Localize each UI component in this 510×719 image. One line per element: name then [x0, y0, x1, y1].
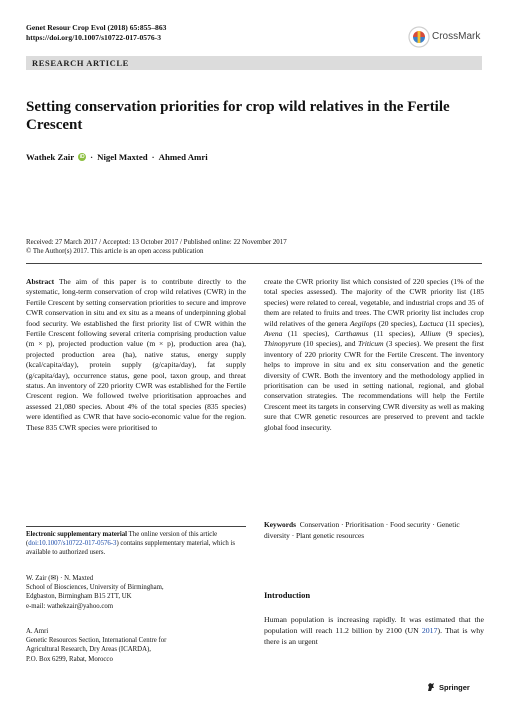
- citation-link[interactable]: 2017: [421, 626, 438, 635]
- publication-dates: [26, 238, 482, 256]
- abstract-text: (9 species),: [440, 329, 485, 339]
- divider: [26, 263, 482, 264]
- author-name[interactable]: Wathek Zair: [26, 152, 75, 162]
- affiliation-authors: A. Amri: [26, 628, 49, 635]
- introduction-heading: Introduction: [264, 590, 311, 600]
- divider: [26, 526, 246, 527]
- author-name[interactable]: Ahmed Amri: [158, 152, 208, 162]
- body-text: ). That is why there is an urgent: [264, 626, 484, 646]
- abstract-text: (3 species).: [383, 339, 422, 349]
- genus-name: Aegilops: [349, 318, 377, 328]
- abstract-left-column: [26, 277, 246, 433]
- genus-name: Triticum: [358, 339, 384, 349]
- introduction-text: [264, 614, 484, 647]
- doi-line[interactable]: https://doi.org/10.1007/s10722-017-0576-3: [26, 33, 162, 42]
- abstract-right-column: [264, 277, 484, 433]
- abstract-text: (11 species),: [368, 329, 421, 339]
- author-separator: ·: [90, 152, 94, 162]
- supplementary-note: [26, 530, 246, 557]
- keywords-label: Keywords: [264, 520, 297, 529]
- abstract-text: The aim of this paper is to contribute directly to the systematic, long-term conservation of crop wild relatives (CWR) in the Fertile Crescent by setting conservation priorities to secure and improve CWR conservation in situ and ex situ as a means of underpinning global food security. We established the first priority list of CWR within the Fertile Crescent following several criteria comprising production value (m × p), projected production value (m × p), production area (ha), projected production area (ha), native status, energy supply (kcal/capita/day), protein supply (g/capita/day), fat supply (g/capita/day), occurrence status, gene pool, taxon group, and threat status. An inventory of 220 priority CWR was established for the Fertile Crescent region. We followed twelve prioritisation approaches and assessed 21,080 species. About 4% of the total species (835 species) were identified as CWR that have socio-economic value for the region. These 835 CWR species were prioritised to: [26, 277, 246, 432]
- genus-name: Allium: [420, 329, 441, 339]
- genus-name: Thinopyrum: [264, 339, 301, 349]
- abstract-text: (10 species), and: [300, 339, 359, 349]
- genus-name: Avena: [264, 329, 283, 339]
- esm-text: The online version of this article (: [26, 531, 218, 547]
- abstract-text: (11 species),: [282, 329, 335, 339]
- article-title: Setting conservation priorities for crop wild relatives in the Fertile Crescent: [26, 99, 450, 133]
- publisher-name: Springer: [439, 682, 470, 692]
- affiliation-authors: W. Zair (✉) · N. Maxted: [26, 575, 94, 582]
- copyright-line: © The Author(s) 2017. This article is an open access publication: [26, 248, 204, 255]
- crossmark-badge[interactable]: [408, 26, 482, 48]
- springer-horse-icon: [426, 682, 436, 692]
- affiliation-email[interactable]: e-mail: wathekzair@yahoo.com: [26, 602, 114, 610]
- affiliation-line: Agricultural Research, Dry Areas (ICARDA),: [26, 646, 151, 654]
- genus-name: Lactuca: [419, 318, 444, 328]
- affiliation-line: School of Biosciences, University of Birmingham,: [26, 584, 164, 592]
- crossmark-label: CrossMark: [432, 31, 481, 42]
- genus-name: Carthamus: [334, 329, 369, 339]
- publisher-logo: [426, 682, 470, 692]
- author-name[interactable]: Nigel Maxted: [97, 152, 148, 162]
- affiliation-line: Genetic Resources Section, International Centre for: [26, 637, 167, 645]
- affiliation-line: Edgbaston, Birmingham B15 2TT, UK: [26, 593, 132, 601]
- esm-label: Electronic supplementary material: [26, 531, 128, 538]
- keywords-text: Conservation · Prioritisation · Food security · Genetic diversity · Plant genetic resources: [264, 520, 460, 540]
- crossmark-icon: [408, 26, 430, 48]
- author-separator: ·: [151, 152, 155, 162]
- abstract-text: We present the first inventory of 220 priority CWR for the Fertile Crescent. The inventory helps to improve in situ and ex situ conservation and the genetic diversity of CWR. Both the inventory and the methodology applied in prioritisation can be used in setting national, regional, and global conservation strategies. The recommendations will help the Fertile Crescent meet its targets in conserving CWR diversity as well as making sure that CWR genetic resources are preserved to prevent and tackle global food insecurity.: [264, 339, 484, 432]
- abstract-label: Abstract: [26, 277, 55, 286]
- orcid-icon[interactable]: iD: [79, 154, 85, 160]
- abstract-text: create the CWR priority list which consisted of 220 species (1% of the total species assessed). The majority of the CWR priority list (185 species) were related to cereal, vegetable, and industrial crops and 35 of them are related to fruits and trees. The CWR priority list includes crop wild relatives of the genera: [264, 277, 484, 328]
- journal-citation: [26, 23, 166, 43]
- journal-line: Genet Resour Crop Evol (2018) 65:855–863: [26, 23, 167, 32]
- esm-text: ) contains supplementary material, which is available to authorized users.: [26, 540, 235, 556]
- section-label: RESEARCH ARTICLE: [32, 58, 129, 68]
- history-line: Received: 27 March 2017 / Accepted: 13 October 2017 / Published online: 22 November 2017: [26, 239, 287, 246]
- affiliation-2: [26, 627, 246, 664]
- keywords: [264, 520, 484, 541]
- abstract-text: (11 species),: [443, 318, 484, 328]
- affiliation-1: [26, 574, 246, 611]
- abstract-text: (20 species),: [376, 318, 420, 328]
- body-text: Human population is increasing rapidly. It was estimated that the population will reach 11.2 billion by 2100 (UN: [264, 615, 484, 635]
- esm-doi-link[interactable]: doi:10.1007/s10722-017-0576-3: [28, 540, 117, 547]
- author-list: [26, 152, 208, 162]
- affiliation-line: P.O. Box 6299, Rabat, Morocco: [26, 655, 113, 663]
